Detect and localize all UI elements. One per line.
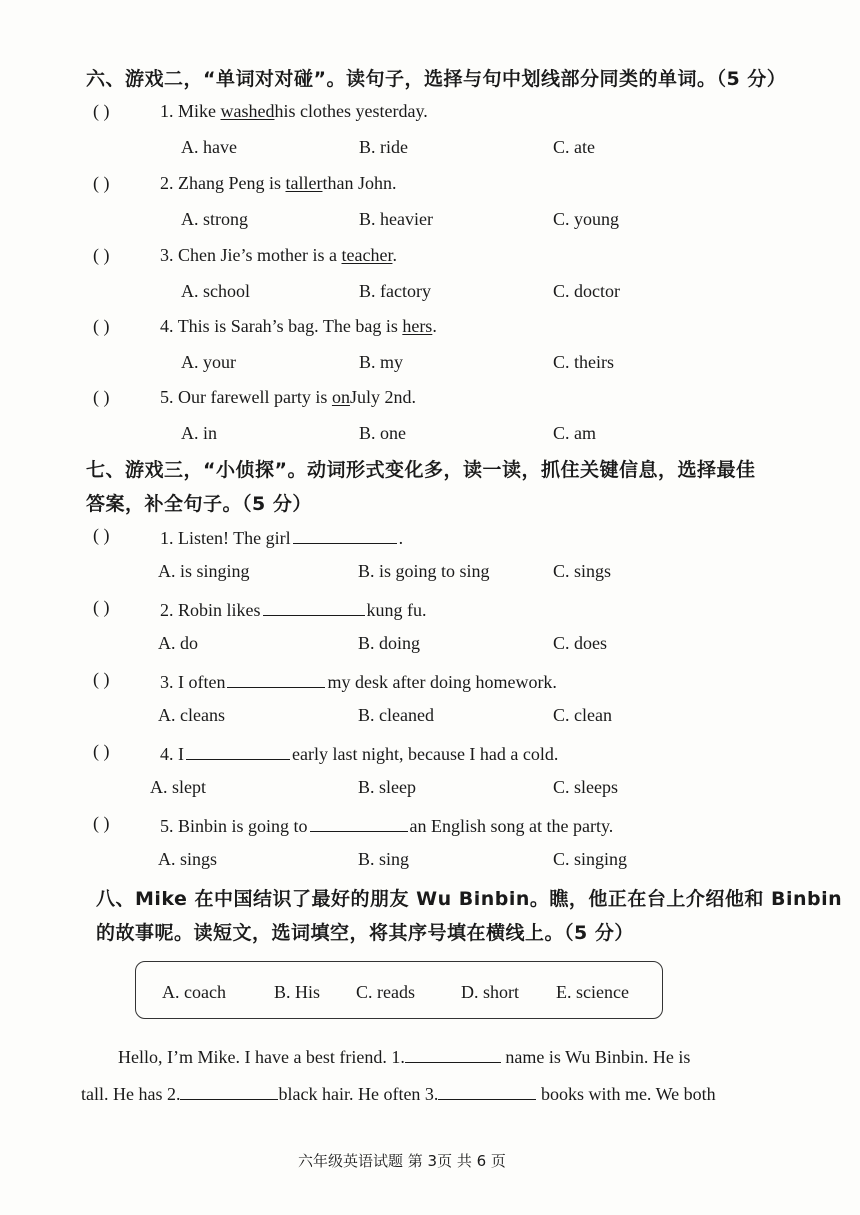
underlined-word: washed — [220, 101, 275, 121]
section6-title: 六、游戏二，“单词对对碰”。读句子，选择与句中划线部分同类的单词。（5 分） — [86, 68, 787, 90]
option-c: C. ate — [553, 137, 595, 157]
question-number: 2. — [160, 600, 174, 620]
question-text: Robin likes — [178, 600, 261, 620]
answer-paren[interactable]: ( ) — [93, 316, 110, 336]
word-bank-item: D. short — [461, 982, 519, 1002]
question-text: I — [178, 744, 184, 764]
question-text: . — [392, 245, 397, 265]
question-text: an English song at the party. — [409, 816, 614, 836]
answer-paren[interactable]: ( ) — [93, 173, 110, 193]
question-text: I often — [178, 672, 226, 692]
answer-paren[interactable]: ( ) — [93, 597, 110, 617]
question-number: 5. — [160, 387, 174, 407]
answer-paren[interactable]: ( ) — [93, 525, 110, 545]
question-text: July 2nd. — [349, 387, 416, 407]
question-stem — [160, 741, 558, 765]
fill-blank[interactable] — [263, 597, 365, 616]
word-bank — [135, 961, 663, 1019]
answer-blank-3[interactable] — [438, 1081, 536, 1100]
underlined-word: teacher — [341, 245, 393, 265]
option-b: B. heavier — [359, 209, 433, 229]
question-stem — [160, 101, 428, 122]
answer-blank-2[interactable] — [180, 1081, 278, 1100]
question-stem — [160, 669, 557, 693]
fill-blank[interactable] — [227, 669, 325, 688]
question-text: than John. — [322, 173, 397, 193]
option-b: B. sing — [358, 849, 410, 869]
option-a: A. in — [181, 423, 217, 443]
option-b: B. one — [359, 423, 406, 443]
question-number: 1. — [160, 101, 174, 121]
answer-paren[interactable]: ( ) — [93, 741, 110, 761]
option-c: C. am — [553, 423, 596, 443]
section8-title-line2: 的故事呢。读短文，选词填空，将其序号填在横线上。（5 分） — [96, 922, 634, 944]
passage-text: black hair. He often 3. — [278, 1084, 439, 1104]
option-b: B. factory — [359, 281, 431, 301]
question-text: Zhang Peng is — [178, 173, 281, 193]
option-c: C. doctor — [553, 281, 620, 301]
question-text: Chen Jie’s mother is a — [178, 245, 337, 265]
option-b: B. my — [359, 352, 404, 372]
question-text: my desk after doing homework. — [327, 672, 557, 692]
option-b: B. is going to sing — [358, 561, 490, 581]
fill-blank[interactable] — [186, 741, 290, 760]
question-text: kung fu. — [366, 600, 427, 620]
question-number: 4. — [160, 744, 174, 764]
question-stem — [160, 597, 427, 621]
option-a: A. your — [181, 352, 236, 372]
fill-blank[interactable] — [310, 813, 408, 832]
question-stem — [160, 387, 416, 408]
question-number: 3. — [160, 672, 174, 692]
word-bank-item: C. reads — [356, 982, 415, 1002]
question-number: 2. — [160, 173, 174, 193]
option-c: C. theirs — [553, 352, 614, 372]
option-a: A. sings — [158, 849, 218, 869]
option-a: A. cleans — [158, 705, 225, 725]
passage-line-1 — [118, 1044, 690, 1068]
option-c: C. clean — [553, 705, 612, 725]
option-c: C. young — [553, 209, 620, 229]
option-b: B. cleaned — [358, 705, 434, 725]
option-a: A. slept — [150, 777, 206, 797]
passage-line-2 — [81, 1081, 716, 1105]
question-text: . — [432, 316, 437, 336]
underlined-word: hers — [402, 316, 433, 336]
underlined-word: taller — [285, 173, 323, 193]
question-number: 3. — [160, 245, 174, 265]
question-text: his clothes yesterday. — [274, 101, 428, 121]
option-c: C. sleeps — [553, 777, 618, 797]
question-stem — [160, 813, 613, 837]
option-c: C. does — [553, 633, 607, 653]
option-b: B. ride — [359, 137, 408, 157]
passage-text: Hello, I’m Mike. I have a best friend. 1. — [118, 1047, 405, 1067]
answer-paren[interactable]: ( ) — [93, 245, 110, 265]
word-bank-item: E. science — [556, 982, 629, 1002]
answer-blank-1[interactable] — [405, 1044, 501, 1063]
word-bank-item: A. coach — [162, 982, 226, 1002]
question-stem — [160, 316, 437, 337]
option-b: B. doing — [358, 633, 421, 653]
answer-paren[interactable]: ( ) — [93, 669, 110, 689]
question-text: Our farewell party is — [178, 387, 328, 407]
passage-text: name is Wu Binbin. He is — [505, 1047, 691, 1067]
option-b: B. sleep — [358, 777, 416, 797]
question-stem — [160, 525, 403, 549]
question-text: Listen! The girl — [178, 528, 291, 548]
option-a: A. is singing — [158, 561, 250, 581]
word-bank-item: B. His — [274, 982, 321, 1002]
fill-blank[interactable] — [293, 525, 397, 544]
section7-title-line1: 七、游戏三，“小侦探”。动词形式变化多，读一读，抓住关键信息，选择最佳 — [86, 459, 756, 481]
option-c: C. sings — [553, 561, 612, 581]
question-text: Mike — [178, 101, 216, 121]
question-number: 5. — [160, 816, 174, 836]
underlined-word: on — [331, 387, 350, 407]
option-a: A. strong — [181, 209, 248, 229]
question-text: . — [398, 528, 404, 548]
section8-title-line1: 八、Mike 在中国结识了最好的朋友 Wu Binbin。瞧，他正在台上介绍他和 Binbin — [96, 888, 843, 910]
passage-text: tall. He has 2. — [81, 1084, 181, 1104]
answer-paren[interactable]: ( ) — [93, 813, 110, 833]
question-stem — [160, 245, 397, 266]
answer-paren[interactable]: ( ) — [93, 387, 110, 407]
option-c: C. singing — [553, 849, 628, 869]
answer-paren[interactable]: ( ) — [93, 101, 110, 121]
passage-text: books with me. We both — [540, 1084, 716, 1104]
option-a: A. have — [181, 137, 237, 157]
question-stem — [160, 173, 396, 194]
section7-title-line2: 答案，补全句子。（5 分） — [86, 493, 312, 515]
option-a: A. school — [181, 281, 250, 301]
question-text: This is Sarah’s bag. The bag is — [177, 316, 398, 336]
page-footer: 六年级英语试题 第 3页 共 6 页 — [298, 1152, 506, 1170]
question-text: Binbin is going to — [178, 816, 308, 836]
question-number: 4. — [160, 316, 174, 336]
question-text: early last night, because I had a cold. — [292, 744, 559, 764]
question-number: 1. — [160, 528, 174, 548]
option-a: A. do — [158, 633, 198, 653]
